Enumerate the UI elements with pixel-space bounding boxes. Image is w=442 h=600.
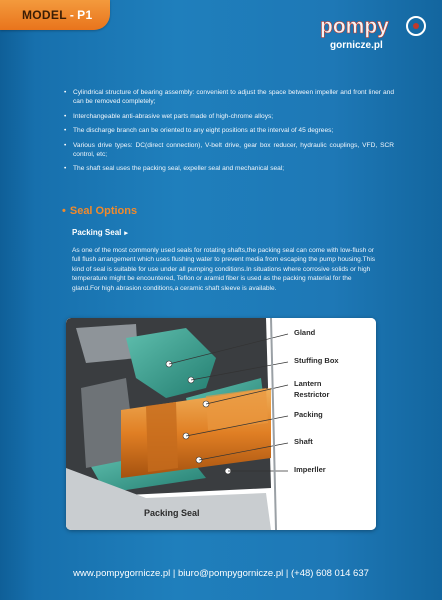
- label-shaft: Shaft: [294, 437, 313, 446]
- label-restrictor: Restrictor: [294, 390, 330, 399]
- feature-item: • Various drive types: DC(direct connection), V-belt drive, gear box reducer, hydraulic couplings, VFD, SCR control, etc;: [64, 141, 394, 159]
- label-gland: Gland: [294, 328, 316, 337]
- packing-seal-description: As one of the most commonly used seals for rotating shafts,the packing seal can come with low-flush or full flush arrangement which uses flushing water to prevent media from escaping the pump housing.This kind of seal is suitable for use under all pumping conditions.In situations where corrosive solids or high temperature might be encountered, Teflon or aramid fiber is used as the packing material for the gland.For high abrasion conditions,a ceramic shaft sleeve is available.: [72, 247, 376, 292]
- model-text: MODEL: [22, 8, 67, 22]
- feature-list: [64, 88, 394, 179]
- packing-seal-subtitle: Packing Seal: [72, 228, 122, 237]
- seal-options-heading: [62, 205, 137, 217]
- packing-seal-figure: [66, 318, 376, 530]
- model-separator: -: [69, 8, 75, 22]
- seal-options-title: Seal Options: [69, 205, 138, 217]
- model-label: [22, 8, 92, 22]
- bullet-marker: •: [62, 205, 66, 217]
- figure-caption: Packing Seal: [144, 508, 200, 518]
- label-packing: Packing: [294, 410, 323, 419]
- company-logo: [318, 8, 428, 58]
- model-tab: [0, 0, 110, 30]
- logo-subbrand-text: gornicze.pl: [330, 40, 383, 51]
- logo-brand-text: pompy: [320, 15, 389, 38]
- triangle-right-icon: ▸: [124, 230, 128, 237]
- label-lantern: Lantern: [294, 379, 322, 388]
- feature-item: • The discharge branch can be oriented to any eight positions at the interval of 45 degrees;: [64, 126, 394, 135]
- feature-item: • Interchangeable anti-abrasive wet parts made of high-chrome alloys;: [64, 112, 394, 121]
- label-impeller: Imperller: [294, 465, 326, 474]
- label-stuffing-box: Stuffing Box: [294, 356, 339, 365]
- packing-seal-subheading: [72, 228, 128, 237]
- packing-seal-illustration: [66, 318, 376, 530]
- footer-contact: www.pompygornicze.pl | biuro@pompygornicze.pl | (+48) 608 014 637: [73, 568, 369, 579]
- logo-graphic: [318, 8, 428, 58]
- feature-item: • The shaft seal uses the packing seal, expeller seal and mechanical seal;: [64, 164, 394, 173]
- model-code: P1: [77, 8, 93, 22]
- feature-item: • Cylindrical structure of bearing assembly: convenient to adjust the space between impeller and front liner and can be removed completely;: [64, 88, 394, 106]
